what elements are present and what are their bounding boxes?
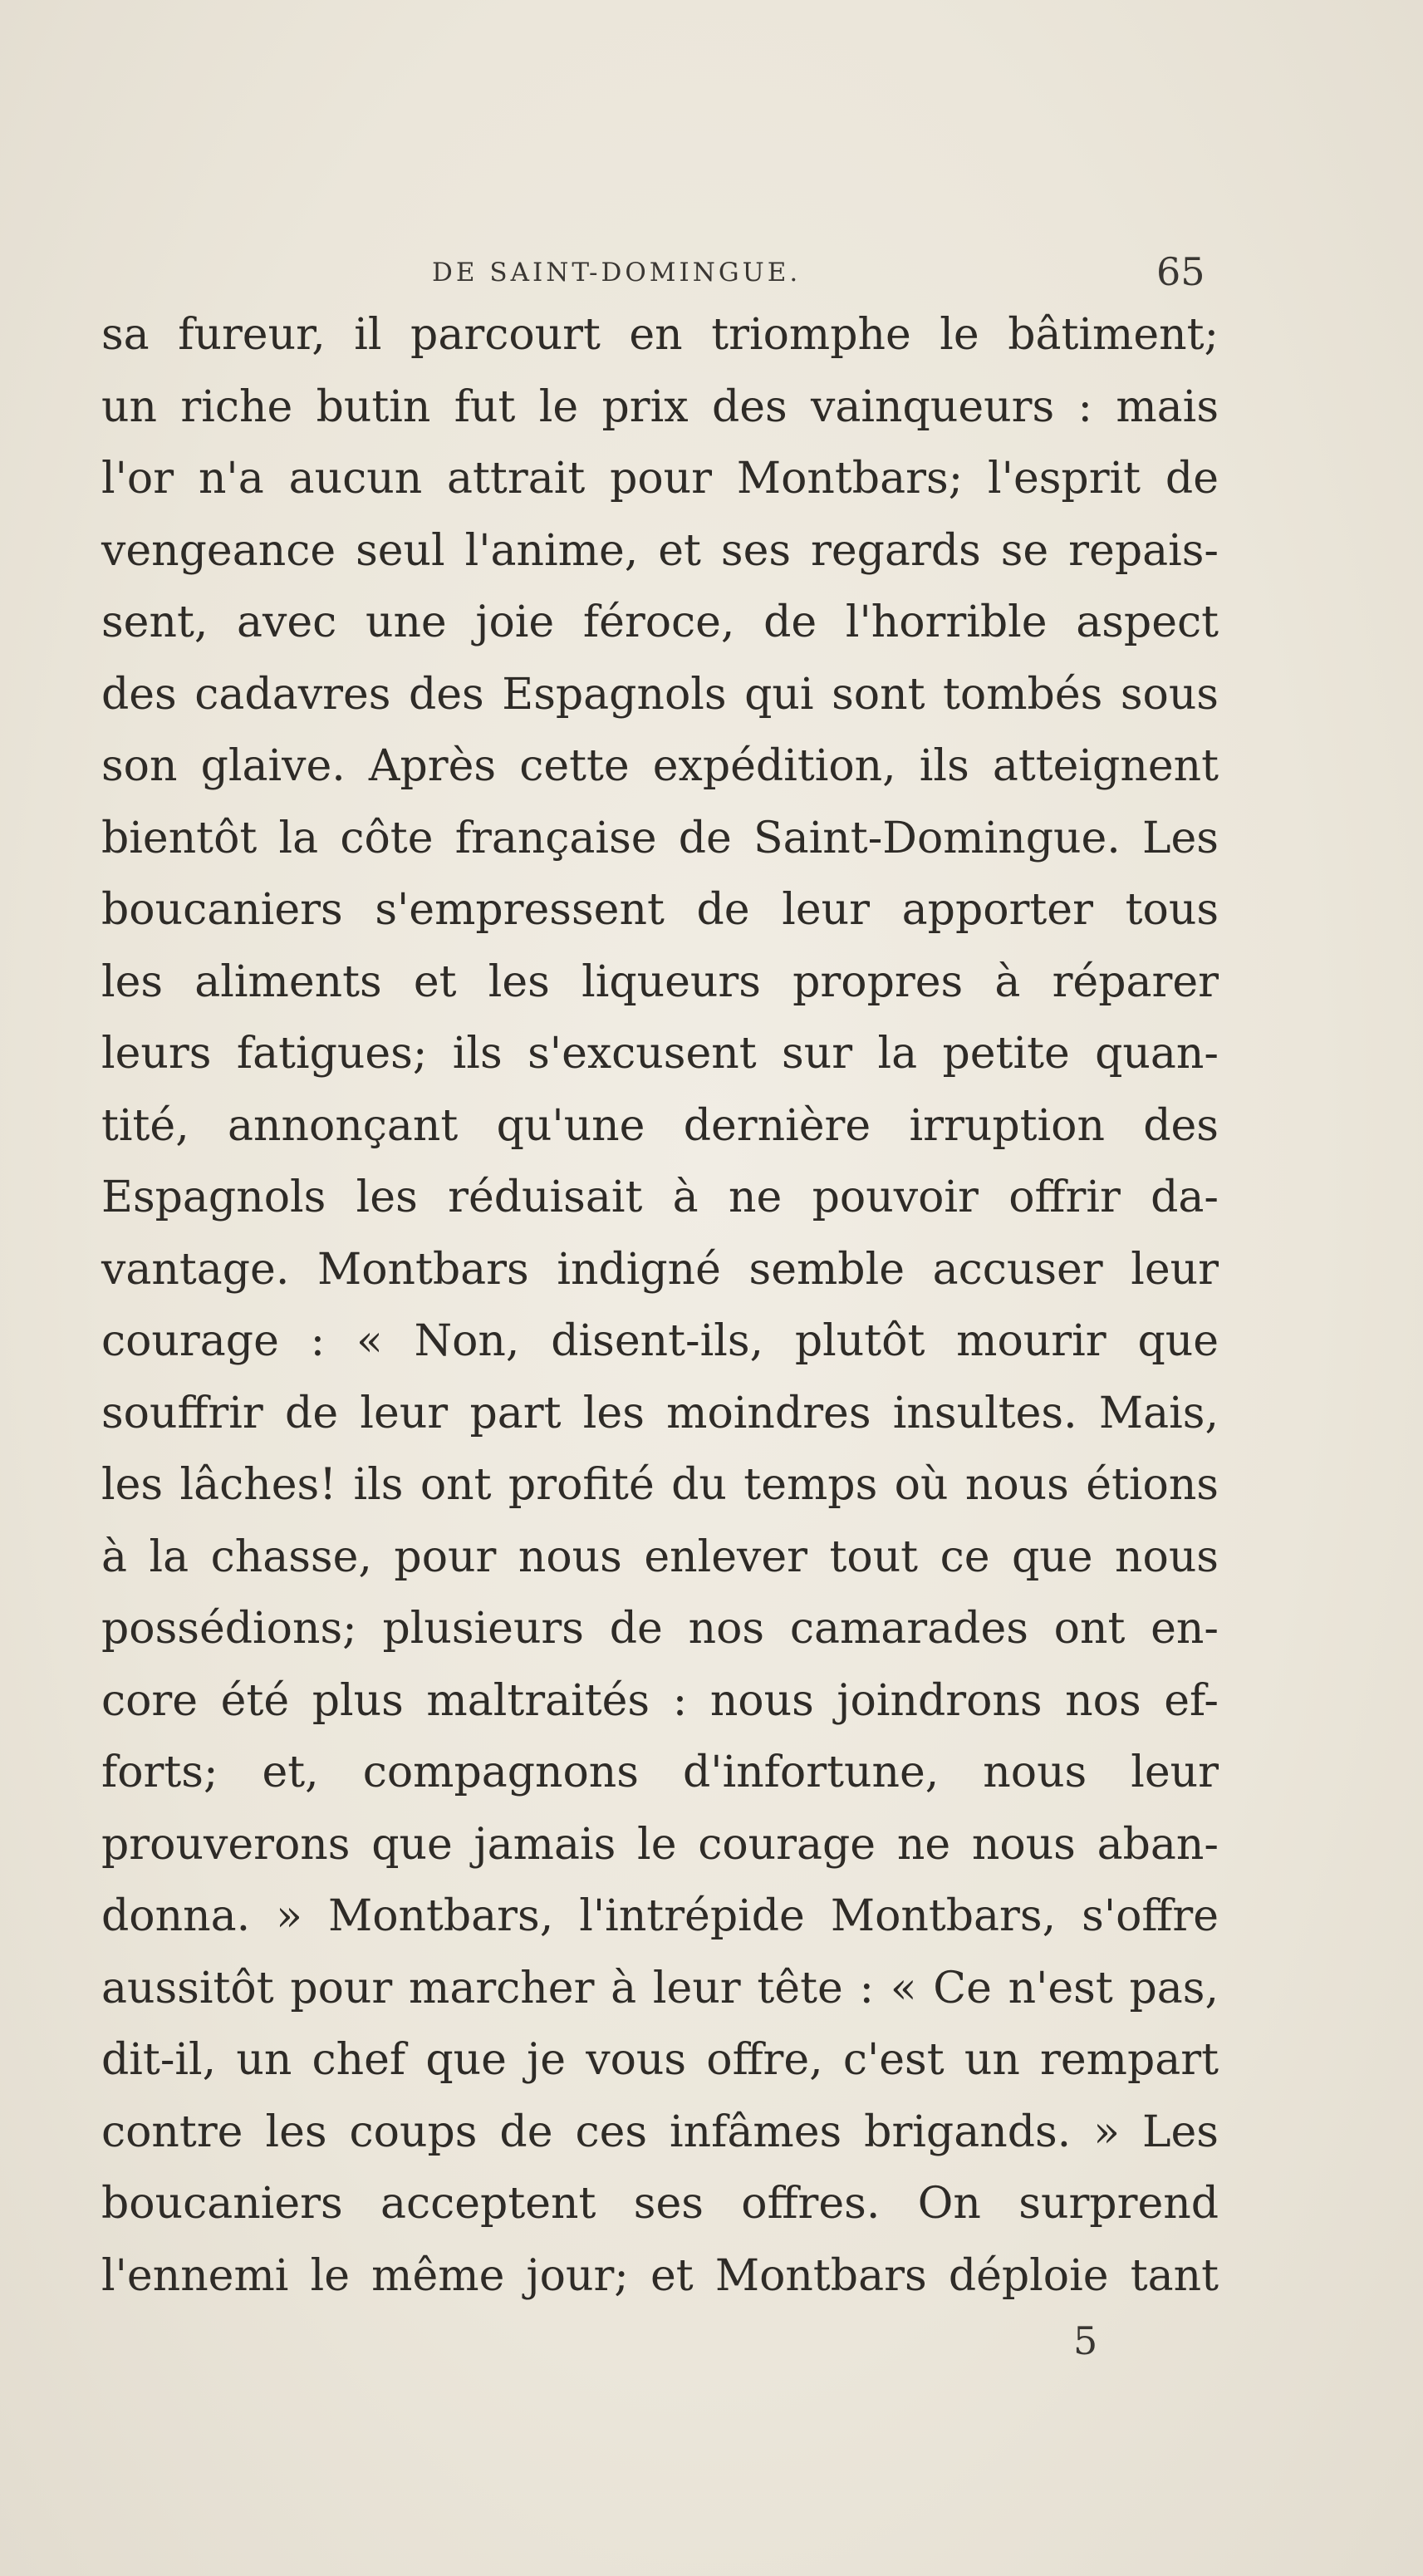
text-line: Espagnols les réduisait à ne pouvoir offrir da- [101, 1172, 1219, 1222]
text-line: contre les coups de ces infâmes brigands. » Les [101, 2107, 1219, 2157]
text-line: à la chasse, pour nous enlever tout ce que nous [101, 1531, 1219, 1582]
text-line: souffrir de leur part les moindres insultes. Mais, [101, 1388, 1219, 1438]
text-line: leurs fatigues; ils s'excusent sur la petite quan- [101, 1029, 1219, 1079]
text-line: courage : « Non, disent-ils, plutôt mourir que [101, 1316, 1219, 1366]
text-line: sa fureur, il parcourt en triomphe le bâtiment; [101, 310, 1219, 360]
text-line: possédions; plusieurs de nos camarades ont en- [101, 1604, 1219, 1654]
text-line: son glaive. Après cette expédition, ils atteignent [101, 741, 1219, 791]
text-line: core été plus maltraités : nous joindrons nos ef- [101, 1675, 1219, 1726]
text-line: tité, annonçant qu'une dernière irruption des [101, 1100, 1219, 1151]
text-line: vengeance seul l'anime, et ses regards se repais- [101, 525, 1219, 576]
text-line: des cadavres des Espagnols qui sont tombés sous [101, 669, 1219, 720]
text-line: les aliments et les liqueurs propres à réparer [101, 956, 1219, 1007]
running-title: DE SAINT-DOMINGUE. [432, 258, 802, 288]
body-text [101, 299, 1219, 2312]
text-line: aussitôt pour marcher à leur tête : « Ce n'est pas, [101, 1963, 1219, 2013]
text-line: prouverons que jamais le courage ne nous aban- [101, 1819, 1219, 1870]
text-line: sent, avec une joie féroce, de l'horrible aspect [101, 597, 1219, 647]
text-line: l'or n'a aucun attrait pour Montbars; l'esprit de [101, 454, 1219, 504]
page-number: 65 [1156, 249, 1205, 294]
text-line: bientôt la côte française de Saint-Domingue. Les [101, 813, 1219, 863]
text-line: boucaniers s'empressent de leur apporter tous [101, 885, 1219, 935]
text-line: donna. » Montbars, l'intrépide Montbars, s'offre [101, 1891, 1219, 1941]
signature-mark: 5 [1073, 2318, 1098, 2363]
text-line: boucaniers acceptent ses offres. On surprend [101, 2179, 1219, 2229]
text-line: les lâches! ils ont profité du temps où nous étions [101, 1460, 1219, 1510]
text-line: forts; et, compagnons d'infortune, nous leur [101, 1748, 1219, 1797]
text-line: vantage. Montbars indigné semble accuser leur [101, 1244, 1219, 1295]
text-line: dit-il, un chef que je vous offre, c'est un rempart [101, 2035, 1219, 2085]
text-line: l'ennemi le même jour; et Montbars déploie tant [101, 2250, 1219, 2301]
text-line: un riche butin fut le prix des vainqueurs : mais [101, 381, 1219, 432]
